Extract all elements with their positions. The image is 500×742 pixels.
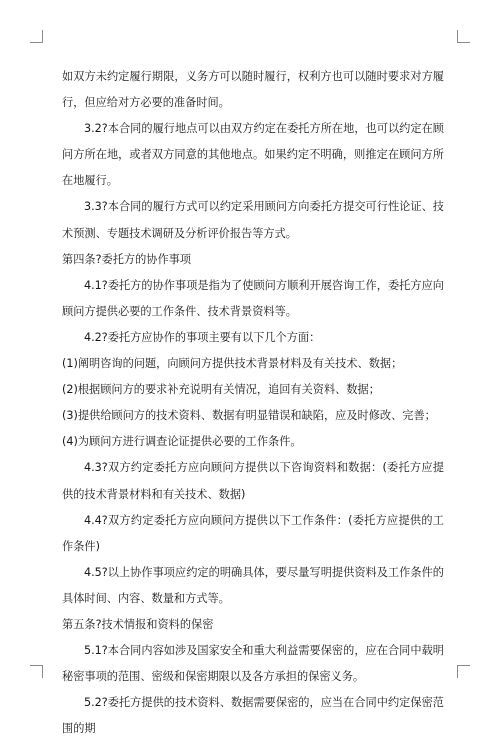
list-item-3: (3)提供给顾问方的技术资料、数据有明显错误和缺陷，应及时修改、完善；	[62, 409, 436, 423]
clause-4-1: 4.1?委托方的协作事项是指为了使顾问方顺利开展咨询工作，委托方应向顾问方提供必要的工作条件、技术背景资料等。	[62, 278, 444, 318]
paragraph-continuation: 如双方未约定履行期限，义务方可以随时履行，权利方也可以随时要求对方履行，但应给对方必要的准备时间。	[62, 70, 444, 110]
list-item-2: (2)根据顾问方的要求补充说明有关情况，追回有关资料、数据；	[62, 383, 380, 397]
crop-mark-top-right	[457, 30, 470, 43]
article-5-heading: 第五条?技术情报和资料的保密	[62, 617, 214, 631]
crop-mark-bottom-left	[30, 665, 43, 678]
list-item-1: (1)阐明咨询的问题，向顾问方提供技术背景材料及有关技术、数据；	[62, 357, 403, 371]
clause-4-3: 4.3?双方约定委托方应向顾问方提供以下咨询资料和数据：(委托方应提供的技术背景材料和有关技术、数据)	[62, 461, 444, 501]
clause-3-3: 3.3?本合同的履行方式可以约定采用顾问方向委托方提交可行性论证、技术预测、专题技术调研及分析评价报告等方式。	[62, 200, 444, 240]
clause-4-4: 4.4?双方约定委托方应向顾问方提供以下工作条件：(委托方应提供的工作条件)	[62, 513, 444, 553]
list-item-4: (4)为顾问方进行调查论证提供必要的工作条件。	[62, 435, 302, 449]
crop-mark-top-left	[30, 30, 43, 43]
clause-4-5: 4.5?以上协作事项应约定的明确具体，要尽量写明提供资料及工作条件的具体时间、内容、数量和方式等。	[62, 565, 444, 605]
crop-mark-bottom-right	[457, 665, 470, 678]
clause-4-2: 4.2?委托方应协作的事项主要有以下几个方面：	[84, 330, 321, 344]
clause-5-1: 5.1?本合同内容如涉及国家安全和重大利益需要保密的，应在合同中载明秘密事项的范围、密级和保密期限以及各方承担的保密义务。	[62, 644, 444, 684]
clause-5-2: 5.2?委托方提供的技术资料、数据需要保密的，应当在合同中约定保密范围的期	[62, 696, 444, 736]
clause-3-2: 3.2?本合同的履行地点可以由双方约定在委托方所在地，也可以约定在顾问方所在地，或者双方同意的其他地点。如果约定不明确，则推定在顾问方所在地履行。	[62, 122, 444, 188]
document-body	[62, 64, 444, 742]
article-4-heading: 第四条?委托方的协作事项	[62, 252, 192, 266]
